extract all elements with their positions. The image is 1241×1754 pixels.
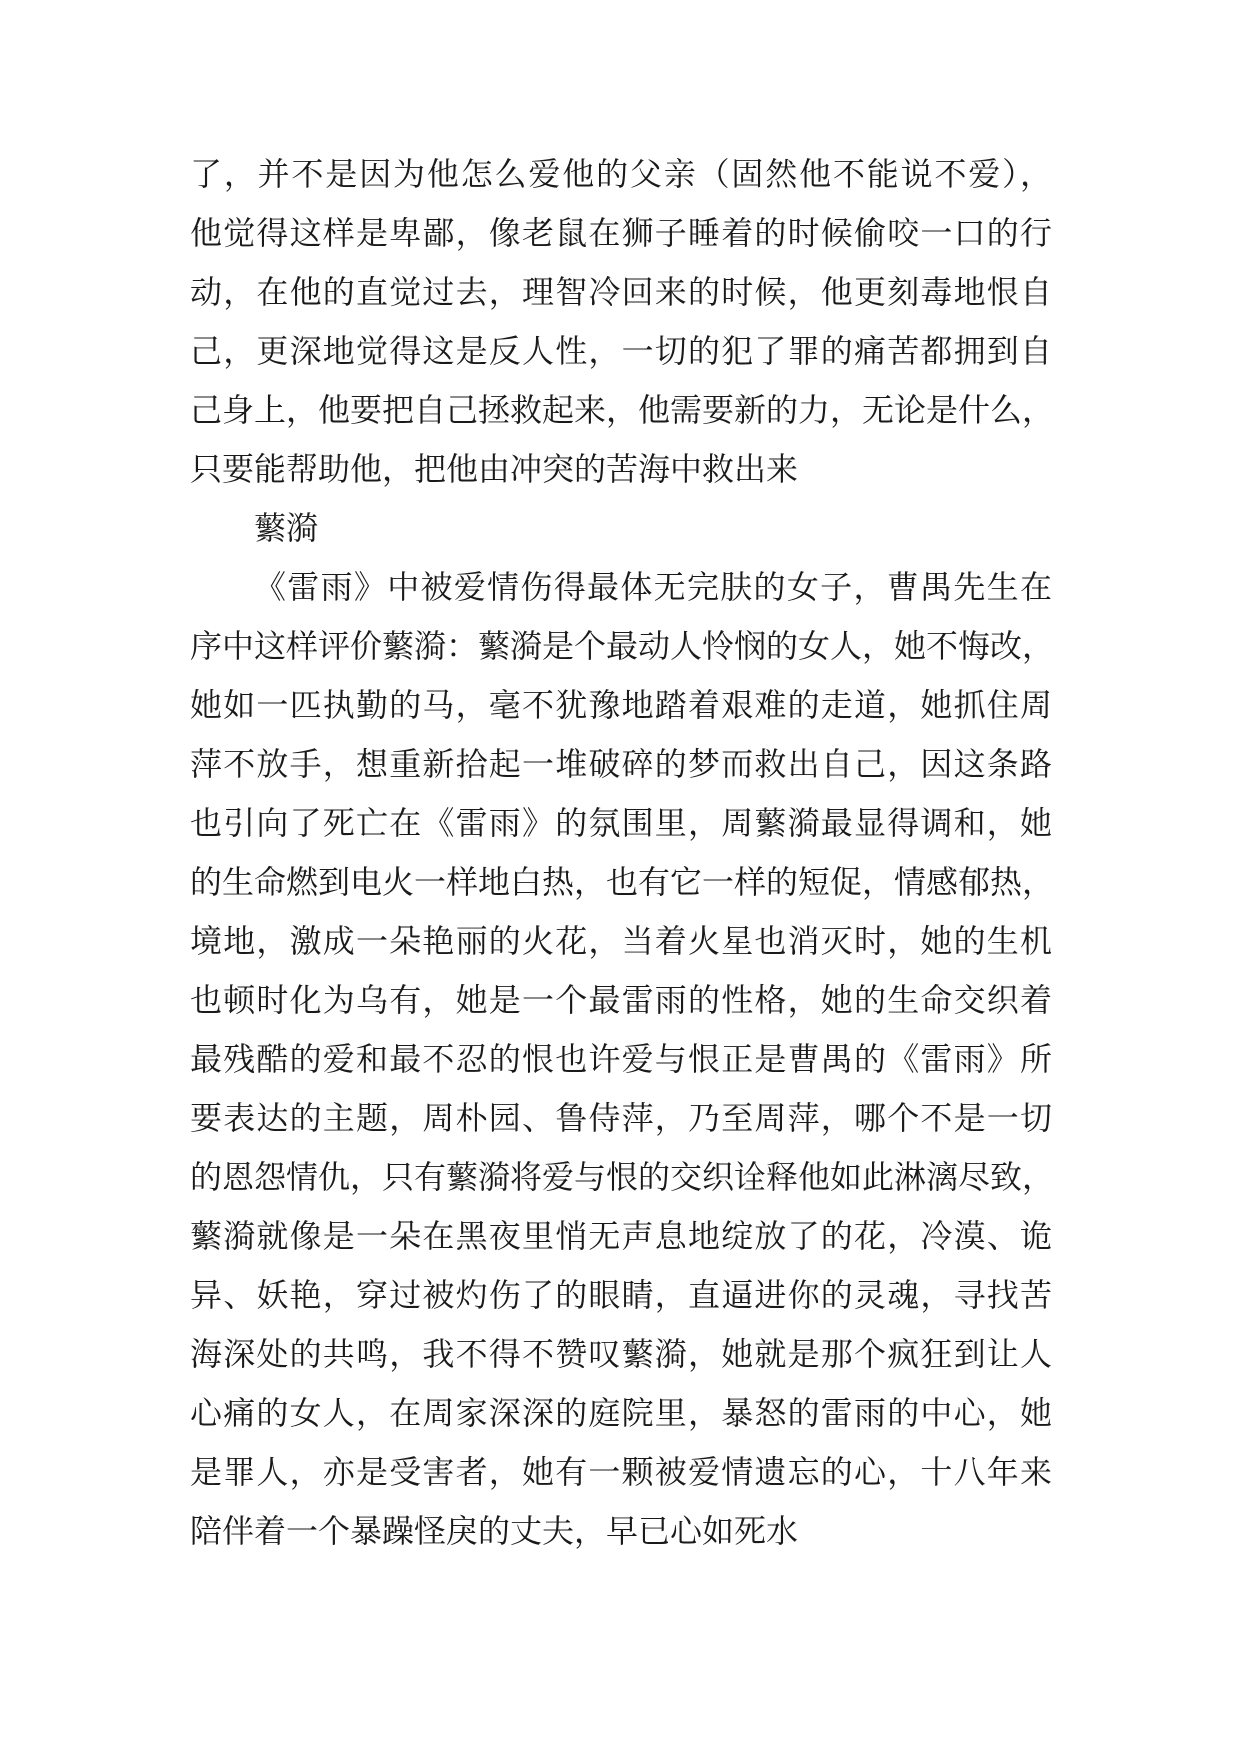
text-line: 异、妖艳，穿过被灼伤了的眼睛，直逼进你的灵魂，寻找苦 [190,1276,1052,1314]
text-line: 陪伴着一个暴躁怪戾的丈夫，早已心如死水 [190,1512,799,1550]
text-line: 了，并不是因为他怎么爱他的父亲（固然他不能说不爱）， [190,155,1052,193]
text-line: 己，更深地觉得这是反人性，一切的犯了罪的痛苦都拥到自 [190,332,1052,370]
text-line: 也顿时化为乌有，她是一个最雷雨的性格，她的生命交织着 [190,981,1052,1019]
text-line: 蘩漪就像是一朵在黑夜里悄无声息地绽放了的花，冷漠、诡 [190,1217,1052,1255]
text-line: 是罪人，亦是受害者，她有一颗被爱情遗忘的心，十八年来 [190,1453,1052,1491]
paragraph-1 [190,145,1055,499]
paragraph-2 [190,558,1055,1561]
document-page [190,145,1055,1561]
text-line: 要表达的主题，周朴园、鲁侍萍，乃至周萍，哪个不是一切 [190,1099,1052,1137]
text-line: 《雷雨》中被爱情伤得最体无完肤的女子，曹禺先生在 [254,568,1052,606]
text-line: 她如一匹执勤的马，毫不犹豫地踏着艰难的走道，她抓住周 [190,686,1052,724]
text-line: 动，在他的直觉过去，理智冷回来的时候，他更刻毒地恨自 [190,273,1052,311]
text-line: 也引向了死亡在《雷雨》的氛围里，周蘩漪最显得调和，她 [190,804,1052,842]
text-line: 的生命燃到电火一样地白热，也有它一样的短促，情感郁热， [190,863,1055,901]
text-line: 的恩怨情仇，只有蘩漪将爱与恨的交织诠释他如此淋漓尽致， [190,1158,1055,1196]
text-line: 萍不放手，想重新拾起一堆破碎的梦而救出自己，因这条路 [190,745,1052,783]
text-line: 己身上，他要把自己拯救起来，他需要新的力，无论是什么， [190,391,1055,429]
text-line: 心痛的女人，在周家深深的庭院里，暴怒的雷雨的中心，她 [190,1394,1052,1432]
text-line: 最残酷的爱和最不忍的恨也许爱与恨正是曹禺的《雷雨》所 [190,1040,1052,1078]
text-line: 序中这样评价蘩漪：蘩漪是个最动人怜悯的女人，她不悔改， [190,627,1055,665]
text-line: 只要能帮助他，把他由冲突的苦海中救出来 [190,450,799,488]
section-heading: 蘩漪 [254,509,319,547]
text-line: 境地，激成一朵艳丽的火花，当着火星也消灭时，她的生机 [190,922,1052,960]
text-line: 海深处的共鸣，我不得不赞叹蘩漪，她就是那个疯狂到让人 [190,1335,1052,1373]
text-line: 他觉得这样是卑鄙，像老鼠在狮子睡着的时候偷咬一口的行 [190,214,1052,252]
